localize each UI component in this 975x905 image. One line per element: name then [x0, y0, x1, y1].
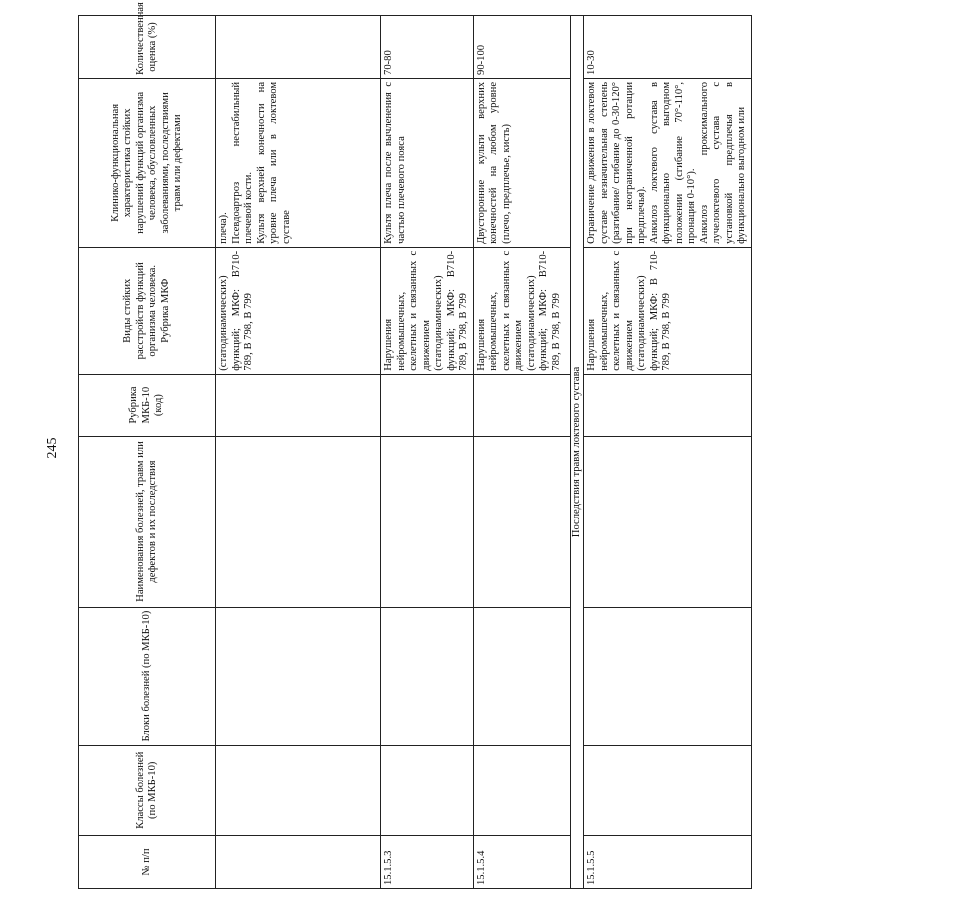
cell-rubric: [584, 374, 752, 436]
table-row: [381, 16, 474, 889]
header-blocks: Блоки болезней (по МКБ-10): [79, 607, 216, 745]
cell-blocks: [216, 607, 381, 745]
cell-classes: [473, 745, 570, 836]
rotated-page: [70, 0, 975, 885]
cell-names: [381, 436, 474, 607]
header-score: Количественная оценка (%): [79, 16, 216, 79]
char-line: Культя верхней конечности на уровне плеча или в локтевом суставе: [255, 81, 292, 244]
table-row: [584, 16, 752, 889]
char-line: Ограничение движения в локтевом суставе незначительная степень (разгибание/ сгибание до 0-30-120° при неограниченной ротации предплечья).: [586, 81, 647, 244]
header-num: № п/п: [79, 836, 216, 889]
cell-types: Нарушения нейромышечных, скелетных и связанных с движением (статодинамических) функций; МКФ: В710-789, В 798, В 799: [381, 247, 474, 374]
cell-blocks: [381, 607, 474, 745]
header-classes: Классы болезней (по МКБ-10): [79, 745, 216, 836]
cell-rubric: [473, 374, 570, 436]
table-row: [216, 16, 381, 889]
cell-num: 15.1.5.3: [381, 836, 474, 889]
cell-blocks: [473, 607, 570, 745]
cell-score: 70-80: [381, 16, 474, 79]
char-line: плеча).: [218, 212, 229, 244]
char-line: Двусторонние культи верхних конечностей на любом уровне (плечо, предплечье, кисть): [475, 81, 512, 244]
rotated-content: [70, 0, 747, 905]
char-line: Культя плеча после вычленения с частью плечевого пояса: [383, 81, 407, 244]
cell-num: 15.1.5.4: [473, 836, 570, 889]
header-rubric: Рубрика МКБ-10 (код): [79, 374, 216, 436]
cell-classes: [216, 745, 381, 836]
cell-names: [216, 436, 381, 607]
page-number: 245: [45, 437, 60, 459]
cell-classes: [381, 745, 474, 836]
cell-characteristics: [216, 78, 381, 247]
disability-table: [78, 2, 752, 889]
header-types: Виды стойких расстройств функций организма человека. Рубрика МКФ: [79, 247, 216, 374]
cell-types: (статодинамических) функций; МКФ: В710-789, В 798, В 799: [216, 247, 381, 374]
cell-score: [216, 16, 381, 79]
char-line: Анкилоз локтевого сустава в функционально выгодном положении (сгибание 70°-110°, пронация 0-10°).: [648, 81, 697, 244]
section-title: Последствия травм локтевого сустава: [570, 16, 584, 889]
table-row: [473, 16, 570, 889]
section-row: [570, 16, 584, 889]
cell-characteristics: [584, 78, 752, 247]
cell-num: 15.1.5.5: [584, 836, 752, 889]
cell-num: [216, 836, 381, 889]
cell-names: [473, 436, 570, 607]
header-row: [79, 16, 216, 889]
cell-rubric: [381, 374, 474, 436]
cell-classes: [584, 745, 752, 836]
cell-score: 10-30: [584, 16, 752, 79]
header-characteristics: Клинико-функциональная характеристика стойких нарушений функций организма человека, обусловленных заболеваниями, последствиями травм или дефектами: [79, 78, 216, 247]
cell-names: [584, 436, 752, 607]
cell-characteristics: [473, 78, 570, 247]
cell-characteristics: [381, 78, 474, 247]
char-line: Анкилоз проксимального лучелоктевого сустава с установкой предплечья в функционально выгодном или: [698, 81, 747, 244]
cell-blocks: [584, 607, 752, 745]
char-line: Псевдоартроз нестабильный плечевой кости.: [230, 81, 254, 244]
cell-score: 90-100: [473, 16, 570, 79]
cell-rubric: [216, 374, 381, 436]
cell-types: Нарушения нейромышечных, скелетных и связанных с движением (статодинамических) функций; МКФ: В710-789, В 798, В 799: [473, 247, 570, 374]
cell-types: Нарушения нейромышечных, скелетных и связанных с движением (статодинамических) функций; МКФ: В 710-789, В 798, В 799: [584, 247, 752, 374]
header-names: Наименования болезней, травм или дефектов и их последствия: [79, 436, 216, 607]
